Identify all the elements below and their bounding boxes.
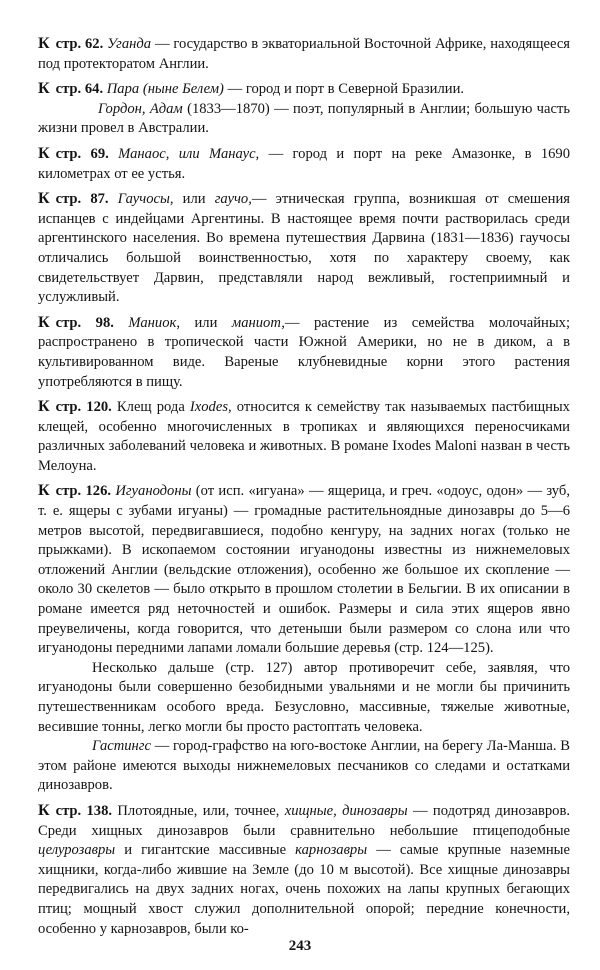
note-paragraph (38, 189, 570, 308)
note-entry (38, 397, 570, 476)
note-entry (38, 481, 570, 796)
note-entry (38, 801, 570, 939)
note-text: — этническая группа, возникшая от смешения испанцев с индейцами Аргентины. В настоящее время почти растворилась среди аргентинского населения. Во времена путешествия Дарвина (1831—1836) гаучосы отличались большой воинственностью, хотя по характеру своему, как свидетельствует Дарвин, представляли народ вежливый, гостеприимный и услужливый. (38, 191, 570, 306)
note-marker: К (38, 482, 50, 500)
page-number: 243 (288, 938, 312, 954)
note-text: — государство в экваториальной Восточной Африке, находящееся под протекторатом Англии. (38, 36, 571, 72)
page-ref: стр. 138. (55, 802, 113, 819)
page-ref: стр. 64. (55, 81, 104, 98)
note-text: — город и порт на реке Амазонке, в 1690 километрах от ее устья. (38, 145, 571, 182)
note-text-before: Плотоядные, или, точнее, (117, 802, 280, 819)
note-paragraph (38, 313, 570, 392)
note-paragraph (38, 144, 570, 184)
term-joiner: , или (169, 191, 206, 208)
term: Гаучосы (117, 191, 170, 208)
note-text-before: Клещ рода (116, 399, 185, 416)
term: Пара (ныне Белем) (106, 81, 224, 98)
term: Маниок (128, 314, 177, 331)
term: Ixodes, (189, 399, 232, 416)
sub-note-text: — город-графство на юго-востоке Англии, на берегу Ла-Манша. В этом районе имеются выходы нижнемеловых песчаников со следами и остатками динозавров. (38, 738, 570, 794)
note-marker: К (38, 313, 50, 331)
term: Игуанодоны (115, 483, 192, 500)
term-secondary: карнозавры (295, 842, 368, 859)
term: хищные, динозавры (284, 802, 408, 819)
note-marker: К (38, 144, 50, 162)
note-paragraph (38, 801, 570, 939)
note-entry (38, 79, 570, 139)
note-text: относится к семейству так называемых пастбищных клещей, особенно многочисленных в тропиках и являющихся переносчиками различных заболеваний человека и животных. В романе Ixodes Maloni назван в честь Мелоуна. (38, 399, 570, 474)
page-ref: стр. 120. (55, 399, 112, 416)
note-entry (38, 189, 570, 308)
note-text: и гигантские массивные (124, 842, 287, 859)
document-body (38, 34, 570, 944)
page-ref: стр. 126. (55, 483, 112, 500)
term-joiner: , или (176, 314, 218, 331)
note-marker: К (38, 80, 50, 98)
sub-note-paragraph (38, 737, 570, 796)
note-paragraph (38, 79, 570, 100)
term: Уганда (107, 36, 152, 52)
sub-term: Гастингс (92, 738, 151, 755)
note-entry (38, 313, 570, 392)
sub-term: Гордон, Адам (98, 100, 183, 117)
term-alt: гаучо, (214, 191, 252, 208)
note-text: — самые крупные наземные хищники, когда-либо жившие на Земле (до 10 м высотой). Все хищные динозавры передвигались на двух задних ногах, очень похожих на лапы крупных бегающих птиц; мощный хвост служил дополнительной опорой; передние конечности, особенно у карнозавров, были ко- (38, 842, 570, 937)
page-ref: стр. 98. (55, 314, 114, 331)
sub-note-paragraph (38, 100, 570, 139)
term-alt: маниот, (231, 314, 285, 331)
note-marker: К (38, 35, 50, 52)
page-ref: стр. 87. (55, 191, 109, 208)
note-text: — город и порт в Северной Бразилии. (227, 81, 465, 98)
term-secondary: целурозавры (38, 842, 116, 859)
sub-note-text: (1833—1870) — поэт, популярный в Англии; большую часть жизни провел в Австралии. (38, 100, 571, 137)
note-text: (от исп. «игуана» — ящерица, и греч. «одоус, одон» — зуб, т. е. ящеры с зубами игуаны) — громадные растительноядные динозавры до 5—6 метров высотой, передвигавшиеся, подобно кенгуру, на задних ногах (только не прыжками). В ископаемом состоянии игуанодоны известны из нижнемеловых отложений Англии (вельдские отложения), особенно же большое их скопление — около 30 скелетов — было открыто в прошлом столетии в Бельгии. В их описании в романе имеется ряд неточностей и ошибок. Размеры и сила этих ящеров явно преувеличены, когда говорится, что детеныши были размером со слона или что игуанодоны передними лапами ломали большие деревья (стр. 124—125). (38, 483, 570, 657)
note-paragraph (38, 397, 570, 476)
note-marker: К (38, 801, 50, 819)
page-ref: стр. 62. (55, 36, 104, 52)
note-entry (38, 144, 570, 184)
note-text: — растение из семейства молочайных; распространено в тропической части Южной Америки, но не в диком, а в культивированном виде. Вареные клубневидные корни этого растения употребляются в пищу. (38, 314, 570, 390)
note-paragraph (38, 34, 570, 74)
note-marker: К (38, 398, 50, 416)
page-ref: стр. 69. (55, 145, 109, 162)
note-paragraph-continued: Несколько дальше (стр. 127) автор противоречит себе, заявляя, что игуанодоны были совершенно безобидными увальнями и не могли бы причинить путешественникам особого вреда. Безусловно, массивные, тяжелые животные, весившие тонны, легко могли бы просто растоптать человека. (38, 659, 570, 735)
note-entry (38, 34, 570, 74)
term: Манаос, или Манаус, (118, 145, 260, 162)
note-marker: К (38, 190, 50, 208)
note-paragraph (38, 481, 570, 658)
note-text: — подотряд динозавров. Среди хищных динозавров были сравнительно небольшие птицеподобные (38, 802, 571, 839)
